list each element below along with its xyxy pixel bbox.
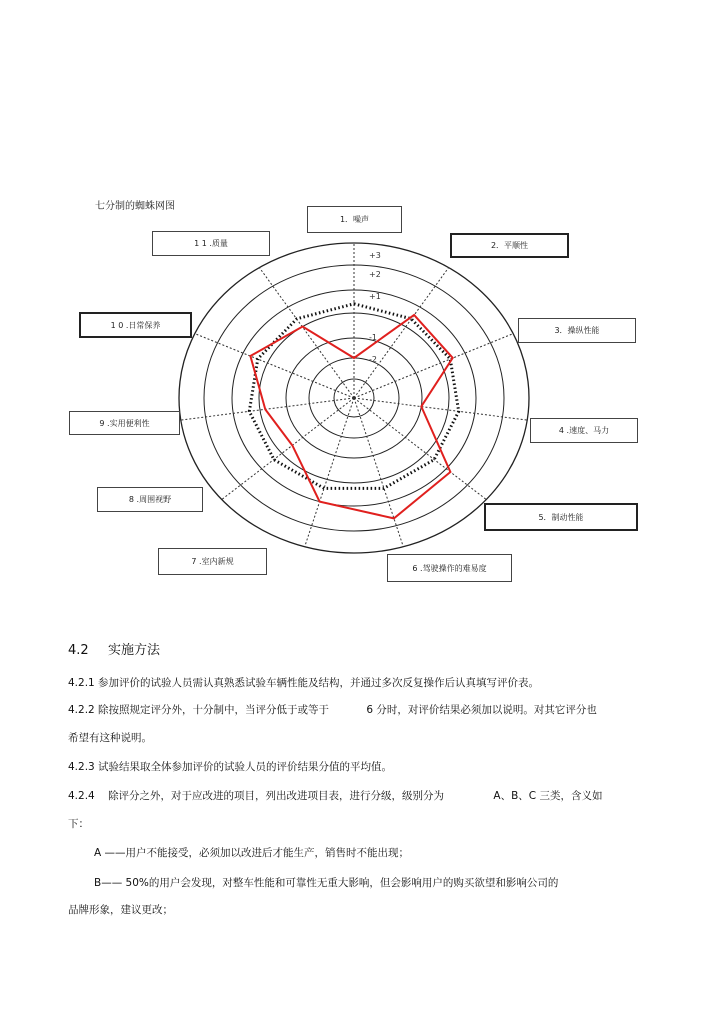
tick-label-plus1: +1	[369, 292, 381, 301]
axis-label-noise: 1．噪声	[307, 206, 402, 233]
paragraph-4-2-4-number: 4.2.4	[68, 790, 95, 802]
paragraph-4-2-4-text: 除评分之外，对于应改进的项目，列出改进项目表，进行分级，级别分为	[108, 790, 445, 802]
paragraph-4-2-3: 4.2.3 试验结果取全体参加评价的试验人员的评价结果分值的平均值。	[68, 761, 393, 773]
class-b-definition-cont: 品牌形象，建议更改；	[68, 904, 173, 916]
axis-spoke	[181, 398, 354, 420]
paragraph-4-2-4	[68, 789, 658, 803]
class-b-definition: B—— 50%的用户会发现，对整车性能和可靠性无重大影响，但会影响用户的购买欲望和影响公司的	[94, 877, 559, 889]
tick-label-plus2: +2	[369, 270, 381, 279]
axis-label-speed-power: 4 .速度、马力	[530, 418, 638, 443]
section-number: 4.2	[68, 643, 89, 658]
axis-label-maintenance: 1 0 .日常保养	[79, 312, 192, 338]
class-a-definition: A ——用户不能接受，必须加以改进后才能生产，销售时不能出现；	[94, 847, 410, 859]
axis-spoke	[305, 398, 354, 547]
axis-label-operation-ease: 6 .驾驶操作的难易度	[387, 554, 512, 582]
tick-label-minus2: -2	[369, 355, 377, 364]
section-title: 实施方法	[108, 643, 161, 658]
paragraph-4-2-2	[68, 703, 658, 717]
tick-label-minus1: -1	[369, 333, 377, 342]
axis-label-quality: 1 1 .质量	[152, 231, 270, 256]
chart-title: 七分制的蜘蛛网图	[95, 201, 175, 212]
section-heading	[68, 644, 658, 658]
axis-label-ride-comfort: 2．平顺性	[450, 233, 569, 258]
axis-spoke	[354, 398, 527, 420]
axis-label-handling: 3．操纵性能	[518, 318, 636, 343]
axis-label-braking: 5．制动性能	[484, 503, 638, 531]
paragraph-4-2-4-classes: A、B、C 三类，含义如	[493, 790, 603, 802]
paragraph-4-2-2-start: 4.2.2 除按照规定评分外，十分制中，当评分低于或等于	[68, 704, 330, 716]
paragraph-4-2-4-cont: 下：	[68, 818, 89, 830]
axis-spoke	[354, 398, 403, 547]
paragraph-4-2-1: 4.2.1 参加评价的试验人员需认真熟悉试验车辆性能及结构，并通过多次反复操作后认真填写评价表。	[68, 677, 540, 689]
paragraph-4-2-2-value: 6 分时，对评价结果必须加以说明。对其它评分也	[366, 704, 597, 716]
paragraph-4-2-2-cont: 希望有这种说明。	[68, 732, 152, 744]
tick-label-plus3: +3	[369, 251, 381, 260]
axis-label-interior: 7 .室内新规	[158, 548, 267, 575]
axis-label-convenience: 9 .实用便利性	[69, 411, 180, 435]
axis-spoke	[259, 268, 354, 398]
axis-label-visibility: 8 .周围视野	[97, 487, 203, 512]
